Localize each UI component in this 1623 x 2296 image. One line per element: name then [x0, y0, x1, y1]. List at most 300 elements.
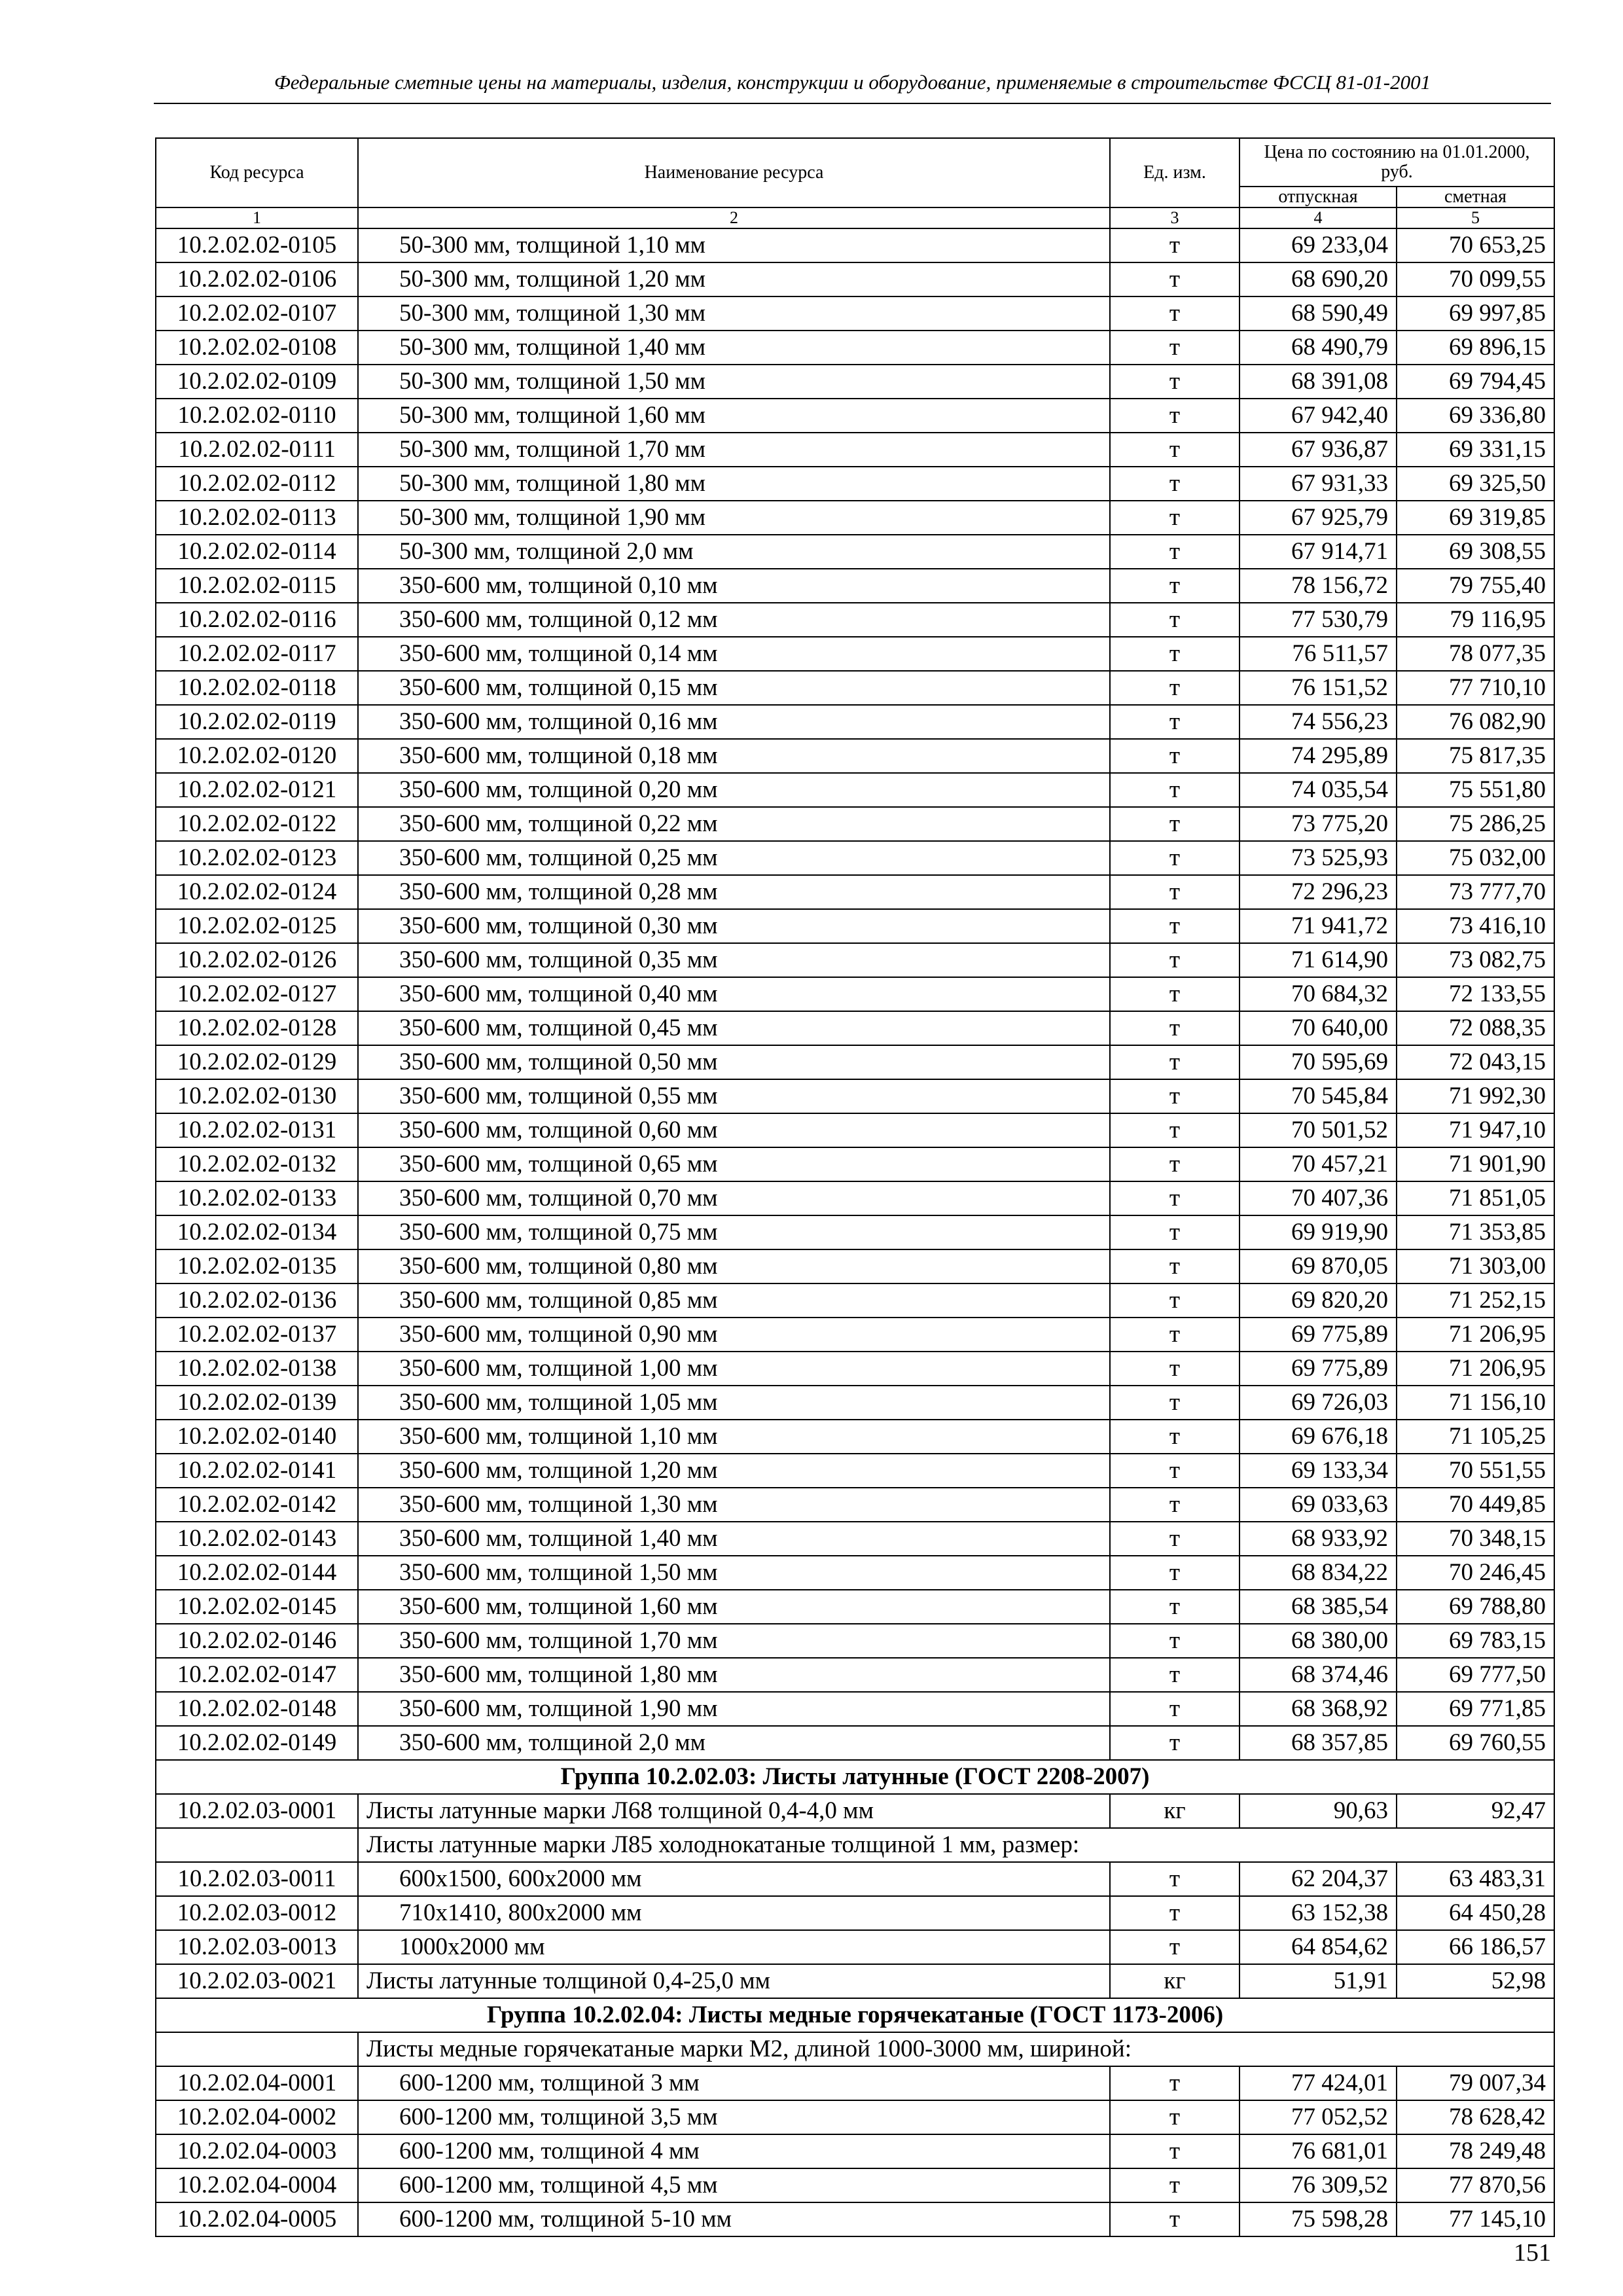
resource-name-cell: 600-1200 мм, толщиной 3 мм [358, 2066, 1110, 2100]
resource-name-cell: 350-600 мм, толщиной 2,0 мм [358, 1726, 1110, 1760]
resource-name-cell: 350-600 мм, толщиной 1,20 мм [358, 1454, 1110, 1488]
header-name: Наименование ресурса [358, 138, 1110, 207]
estimate-price-cell: 70 449,85 [1397, 1488, 1554, 1522]
table-row [156, 1726, 1554, 1760]
header-code: Код ресурса [156, 138, 358, 207]
header-estimate-price: сметная [1397, 187, 1554, 207]
unit-cell: т [1110, 773, 1240, 807]
resource-code-cell: 10.2.02.02-0117 [156, 637, 358, 671]
resource-name-cell: 350-600 мм, толщиной 1,90 мм [358, 1692, 1110, 1726]
unit-cell: кг [1110, 1964, 1240, 1998]
resource-name-cell: 350-600 мм, толщиной 1,30 мм [358, 1488, 1110, 1522]
table-row [156, 1249, 1554, 1283]
resource-name-cell: 350-600 мм, толщиной 1,00 мм [358, 1352, 1110, 1386]
resource-name-cell: 600-1200 мм, толщиной 3,5 мм [358, 2100, 1110, 2134]
release-price-cell: 51,91 [1240, 1964, 1397, 1998]
release-price-cell: 69 676,18 [1240, 1420, 1397, 1454]
table-row [156, 1692, 1554, 1726]
estimate-price-cell: 71 252,15 [1397, 1283, 1554, 1318]
resource-code-cell: 10.2.02.02-0141 [156, 1454, 358, 1488]
unit-cell: т [1110, 705, 1240, 739]
estimate-price-cell: 69 777,50 [1397, 1658, 1554, 1692]
table-row [156, 705, 1554, 739]
estimate-price-cell: 71 851,05 [1397, 1181, 1554, 1215]
page-header: Федеральные сметные цены на материалы, изделия, конструкции и оборудование, применяемые в строительстве ФССЦ 81-01-2001 [274, 71, 1431, 94]
estimate-price-cell: 70 099,55 [1397, 262, 1554, 296]
release-price-cell: 67 936,87 [1240, 433, 1397, 467]
estimate-price-cell: 66 186,57 [1397, 1930, 1554, 1964]
unit-cell: т [1110, 2134, 1240, 2168]
resource-name-cell: 350-600 мм, толщиной 0,85 мм [358, 1283, 1110, 1318]
unit-cell: т [1110, 1590, 1240, 1624]
estimate-price-cell: 79 007,34 [1397, 2066, 1554, 2100]
resource-name-cell: 600-1200 мм, толщиной 4,5 мм [358, 2168, 1110, 2202]
resource-code-cell: 10.2.02.02-0135 [156, 1249, 358, 1283]
unit-cell: т [1110, 1522, 1240, 1556]
release-price-cell: 78 156,72 [1240, 569, 1397, 603]
resource-code-cell: 10.2.02.02-0105 [156, 228, 358, 262]
release-price-cell: 68 933,92 [1240, 1522, 1397, 1556]
resource-code-cell: 10.2.02.02-0121 [156, 773, 358, 807]
resource-name-cell: 350-600 мм, толщиной 0,20 мм [358, 773, 1110, 807]
table-row [156, 1522, 1554, 1556]
resource-code-cell: 10.2.02.02-0122 [156, 807, 358, 841]
resource-name-cell: 600-1200 мм, толщиной 5-10 мм [358, 2202, 1110, 2236]
table-row [156, 433, 1554, 467]
resource-code-cell: 10.2.02.02-0134 [156, 1215, 358, 1249]
release-price-cell: 68 368,92 [1240, 1692, 1397, 1726]
header-unit: Ед. изм. [1110, 138, 1240, 207]
release-price-cell: 69 775,89 [1240, 1318, 1397, 1352]
resource-code-cell: 10.2.02.02-0130 [156, 1079, 358, 1113]
resource-name-cell: 350-600 мм, толщиной 1,05 мм [358, 1386, 1110, 1420]
unit-cell: т [1110, 399, 1240, 433]
release-price-cell: 75 598,28 [1240, 2202, 1397, 2236]
resource-name-cell: 350-600 мм, толщиной 0,15 мм [358, 671, 1110, 705]
release-price-cell: 74 035,54 [1240, 773, 1397, 807]
release-price-cell: 76 151,52 [1240, 671, 1397, 705]
estimate-price-cell: 77 710,10 [1397, 671, 1554, 705]
resource-name-cell: 350-600 мм, толщиной 1,70 мм [358, 1624, 1110, 1658]
release-price-cell: 76 511,57 [1240, 637, 1397, 671]
release-price-cell: 68 834,22 [1240, 1556, 1397, 1590]
table-row [156, 1794, 1554, 1828]
column-number: 2 [358, 207, 1110, 228]
table-row [156, 807, 1554, 841]
table-row [156, 1045, 1554, 1079]
unit-cell: т [1110, 365, 1240, 399]
header-release-price: отпускная [1240, 187, 1397, 207]
resource-code-cell: 10.2.02.02-0112 [156, 467, 358, 501]
resource-name-cell: 50-300 мм, толщиной 1,60 мм [358, 399, 1110, 433]
resource-code-cell: 10.2.02.02-0107 [156, 296, 358, 331]
resource-name-cell: 350-600 мм, толщиной 0,55 мм [358, 1079, 1110, 1113]
table-row [156, 1283, 1554, 1318]
resource-code-cell: 10.2.02.02-0127 [156, 977, 358, 1011]
release-price-cell: 68 590,49 [1240, 296, 1397, 331]
estimate-price-cell: 75 032,00 [1397, 841, 1554, 875]
table-row [156, 1488, 1554, 1522]
unit-cell: т [1110, 875, 1240, 909]
estimate-price-cell: 69 771,85 [1397, 1692, 1554, 1726]
release-price-cell: 70 545,84 [1240, 1079, 1397, 1113]
group-heading-row [156, 1760, 1554, 1794]
unit-cell: т [1110, 1079, 1240, 1113]
resource-code-cell: 10.2.02.02-0146 [156, 1624, 358, 1658]
release-price-cell: 68 374,46 [1240, 1658, 1397, 1692]
resource-code-cell: 10.2.02.02-0148 [156, 1692, 358, 1726]
resource-name-cell: 350-600 мм, толщиной 0,65 мм [358, 1147, 1110, 1181]
unit-cell: т [1110, 1420, 1240, 1454]
unit-cell: кг [1110, 1794, 1240, 1828]
unit-cell: т [1110, 1692, 1240, 1726]
estimate-price-cell: 52,98 [1397, 1964, 1554, 1998]
unit-cell: т [1110, 1556, 1240, 1590]
estimate-price-cell: 70 246,45 [1397, 1556, 1554, 1590]
resource-code-cell: 10.2.02.04-0003 [156, 2134, 358, 2168]
table-row [156, 1215, 1554, 1249]
estimate-price-cell: 69 331,15 [1397, 433, 1554, 467]
page-number: 151 [1514, 2239, 1551, 2267]
subgroup-row [156, 2032, 1554, 2066]
group-heading-row [156, 1998, 1554, 2032]
resource-name-cell: Листы латунные толщиной 0,4-25,0 мм [358, 1964, 1110, 1998]
resource-code-cell: 10.2.02.02-0115 [156, 569, 358, 603]
release-price-cell: 70 457,21 [1240, 1147, 1397, 1181]
table-row [156, 1862, 1554, 1896]
table-row [156, 1658, 1554, 1692]
estimate-price-cell: 71 992,30 [1397, 1079, 1554, 1113]
estimate-price-cell: 71 901,90 [1397, 1147, 1554, 1181]
estimate-price-cell: 73 777,70 [1397, 875, 1554, 909]
release-price-cell: 70 640,00 [1240, 1011, 1397, 1045]
release-price-cell: 72 296,23 [1240, 875, 1397, 909]
resource-code-cell: 10.2.02.04-0005 [156, 2202, 358, 2236]
release-price-cell: 77 530,79 [1240, 603, 1397, 637]
table-row [156, 1624, 1554, 1658]
estimate-price-cell: 63 483,31 [1397, 1862, 1554, 1896]
resource-name-cell: 350-600 мм, толщиной 0,12 мм [358, 603, 1110, 637]
table-row [156, 2066, 1554, 2100]
resource-name-cell: 350-600 мм, толщиной 1,40 мм [358, 1522, 1110, 1556]
table-row [156, 739, 1554, 773]
table-row [156, 1964, 1554, 1998]
release-price-cell: 69 870,05 [1240, 1249, 1397, 1283]
resource-name-cell: 350-600 мм, толщиной 0,16 мм [358, 705, 1110, 739]
resource-name-cell: 350-600 мм, толщиной 0,28 мм [358, 875, 1110, 909]
resource-code-cell: 10.2.02.02-0132 [156, 1147, 358, 1181]
table-row [156, 228, 1554, 262]
table-row [156, 296, 1554, 331]
unit-cell: т [1110, 2202, 1240, 2236]
estimate-price-cell: 69 308,55 [1397, 535, 1554, 569]
release-price-cell: 77 052,52 [1240, 2100, 1397, 2134]
resource-name-cell: Листы латунные марки Л68 толщиной 0,4-4,0 мм [358, 1794, 1110, 1828]
estimate-price-cell: 75 286,25 [1397, 807, 1554, 841]
estimate-price-cell: 73 082,75 [1397, 943, 1554, 977]
group-heading: Группа 10.2.02.04: Листы медные горячекатаные (ГОСТ 1173-2006) [156, 1998, 1554, 2032]
unit-cell: т [1110, 331, 1240, 365]
resource-name-cell: 350-600 мм, толщиной 1,60 мм [358, 1590, 1110, 1624]
unit-cell: т [1110, 943, 1240, 977]
resource-name-cell: 350-600 мм, толщиной 0,70 мм [358, 1181, 1110, 1215]
release-price-cell: 68 391,08 [1240, 365, 1397, 399]
release-price-cell: 76 681,01 [1240, 2134, 1397, 2168]
estimate-price-cell: 92,47 [1397, 1794, 1554, 1828]
estimate-price-cell: 79 755,40 [1397, 569, 1554, 603]
release-price-cell: 71 614,90 [1240, 943, 1397, 977]
resource-code-cell: 10.2.02.04-0002 [156, 2100, 358, 2134]
release-price-cell: 69 820,20 [1240, 1283, 1397, 1318]
release-price-cell: 67 942,40 [1240, 399, 1397, 433]
resource-code-cell: 10.2.02.02-0113 [156, 501, 358, 535]
estimate-price-cell: 69 319,85 [1397, 501, 1554, 535]
unit-cell: т [1110, 841, 1240, 875]
column-number: 1 [156, 207, 358, 228]
resource-name-cell: 50-300 мм, толщиной 1,90 мм [358, 501, 1110, 535]
resource-code-cell: 10.2.02.02-0144 [156, 1556, 358, 1590]
release-price-cell: 70 501,52 [1240, 1113, 1397, 1147]
estimate-price-cell: 70 653,25 [1397, 228, 1554, 262]
unit-cell: т [1110, 977, 1240, 1011]
unit-cell: т [1110, 296, 1240, 331]
release-price-cell: 74 556,23 [1240, 705, 1397, 739]
estimate-price-cell: 77 870,56 [1397, 2168, 1554, 2202]
resource-code-cell: 10.2.02.02-0129 [156, 1045, 358, 1079]
resource-code-cell: 10.2.02.03-0012 [156, 1896, 358, 1930]
resource-code-cell: 10.2.02.02-0149 [156, 1726, 358, 1760]
resource-name-cell: 350-600 мм, толщиной 1,10 мм [358, 1420, 1110, 1454]
estimate-price-cell: 69 794,45 [1397, 365, 1554, 399]
estimate-price-cell: 75 817,35 [1397, 739, 1554, 773]
table-row [156, 671, 1554, 705]
resource-name-cell: 50-300 мм, толщиной 2,0 мм [358, 535, 1110, 569]
table-row [156, 1454, 1554, 1488]
resource-code-cell: 10.2.02.02-0133 [156, 1181, 358, 1215]
release-price-cell: 70 684,32 [1240, 977, 1397, 1011]
unit-cell: т [1110, 1147, 1240, 1181]
resource-code-cell: 10.2.02.02-0143 [156, 1522, 358, 1556]
header-rule [154, 103, 1551, 104]
table-row [156, 1318, 1554, 1352]
table-row [156, 1930, 1554, 1964]
resource-code-cell: 10.2.02.02-0109 [156, 365, 358, 399]
resource-code-cell: 10.2.02.04-0004 [156, 2168, 358, 2202]
resource-code-cell: 10.2.02.02-0136 [156, 1283, 358, 1318]
release-price-cell: 76 309,52 [1240, 2168, 1397, 2202]
estimate-price-cell: 78 628,42 [1397, 2100, 1554, 2134]
resource-code-cell: 10.2.02.04-0001 [156, 2066, 358, 2100]
release-price-cell: 77 424,01 [1240, 2066, 1397, 2100]
release-price-cell: 69 919,90 [1240, 1215, 1397, 1249]
release-price-cell: 67 914,71 [1240, 535, 1397, 569]
release-price-cell: 67 931,33 [1240, 467, 1397, 501]
resource-code-cell: 10.2.02.02-0125 [156, 909, 358, 943]
unit-cell: т [1110, 535, 1240, 569]
table-row [156, 977, 1554, 1011]
unit-cell: т [1110, 1283, 1240, 1318]
resource-code-cell: 10.2.02.02-0118 [156, 671, 358, 705]
estimate-price-cell: 69 788,80 [1397, 1590, 1554, 1624]
release-price-cell: 69 033,63 [1240, 1488, 1397, 1522]
resource-name-cell: 50-300 мм, толщиной 1,80 мм [358, 467, 1110, 501]
resource-code-cell: 10.2.02.02-0110 [156, 399, 358, 433]
unit-cell: т [1110, 1113, 1240, 1147]
resource-code-cell: 10.2.02.02-0131 [156, 1113, 358, 1147]
estimate-price-cell: 76 082,90 [1397, 705, 1554, 739]
unit-cell: т [1110, 1181, 1240, 1215]
unit-cell: т [1110, 1658, 1240, 1692]
table-row [156, 1113, 1554, 1147]
estimate-price-cell: 71 105,25 [1397, 1420, 1554, 1454]
resource-name-cell: 1000х2000 мм [358, 1930, 1110, 1964]
subgroup-heading: Листы медные горячекатаные марки М2, длиной 1000-3000 мм, шириной: [358, 2032, 1554, 2066]
unit-cell: т [1110, 637, 1240, 671]
resource-name-cell: 350-600 мм, толщиной 0,90 мм [358, 1318, 1110, 1352]
resource-code-cell: 10.2.02.02-0137 [156, 1318, 358, 1352]
estimate-price-cell: 78 077,35 [1397, 637, 1554, 671]
table-row [156, 1386, 1554, 1420]
resource-name-cell: 50-300 мм, толщиной 1,40 мм [358, 331, 1110, 365]
unit-cell: т [1110, 909, 1240, 943]
unit-cell: т [1110, 603, 1240, 637]
table-body [156, 228, 1554, 2236]
table-row [156, 399, 1554, 433]
unit-cell: т [1110, 1454, 1240, 1488]
release-price-cell: 74 295,89 [1240, 739, 1397, 773]
release-price-cell: 68 690,20 [1240, 262, 1397, 296]
resource-code-cell: 10.2.02.02-0126 [156, 943, 358, 977]
table-row [156, 365, 1554, 399]
unit-cell: т [1110, 501, 1240, 535]
table-row [156, 1352, 1554, 1386]
table-row [156, 1420, 1554, 1454]
release-price-cell: 73 525,93 [1240, 841, 1397, 875]
unit-cell: т [1110, 1726, 1240, 1760]
release-price-cell: 73 775,20 [1240, 807, 1397, 841]
estimate-price-cell: 69 896,15 [1397, 331, 1554, 365]
table-row [156, 1590, 1554, 1624]
resource-code-cell: 10.2.02.02-0128 [156, 1011, 358, 1045]
resource-name-cell: 50-300 мм, толщиной 1,50 мм [358, 365, 1110, 399]
resource-name-cell: 350-600 мм, толщиной 0,35 мм [358, 943, 1110, 977]
table-row [156, 603, 1554, 637]
table-row [156, 2134, 1554, 2168]
estimate-price-cell: 72 133,55 [1397, 977, 1554, 1011]
resource-name-cell: 350-600 мм, толщиной 0,30 мм [358, 909, 1110, 943]
table-row [156, 1896, 1554, 1930]
resource-name-cell: 350-600 мм, толщиной 0,22 мм [358, 807, 1110, 841]
unit-cell: т [1110, 1318, 1240, 1352]
estimate-price-cell: 75 551,80 [1397, 773, 1554, 807]
estimate-price-cell: 69 997,85 [1397, 296, 1554, 331]
estimate-price-cell: 69 783,15 [1397, 1624, 1554, 1658]
release-price-cell: 68 357,85 [1240, 1726, 1397, 1760]
table-row [156, 875, 1554, 909]
resource-code-cell: 10.2.02.02-0116 [156, 603, 358, 637]
resource-code-cell: 10.2.02.03-0001 [156, 1794, 358, 1828]
resource-code-cell: 10.2.02.02-0108 [156, 331, 358, 365]
unit-cell: т [1110, 2066, 1240, 2100]
release-price-cell: 70 595,69 [1240, 1045, 1397, 1079]
resource-name-cell: 50-300 мм, толщиной 1,70 мм [358, 433, 1110, 467]
unit-cell: т [1110, 1624, 1240, 1658]
table-row [156, 943, 1554, 977]
resource-name-cell: 600-1200 мм, толщиной 4 мм [358, 2134, 1110, 2168]
unit-cell: т [1110, 433, 1240, 467]
table-row [156, 773, 1554, 807]
table-row [156, 331, 1554, 365]
release-price-cell: 71 941,72 [1240, 909, 1397, 943]
resource-code-cell: 10.2.02.02-0147 [156, 1658, 358, 1692]
unit-cell: т [1110, 1930, 1240, 1964]
resource-name-cell: 350-600 мм, толщиной 1,50 мм [358, 1556, 1110, 1590]
release-price-cell: 62 204,37 [1240, 1862, 1397, 1896]
estimate-price-cell: 71 353,85 [1397, 1215, 1554, 1249]
table-row [156, 2202, 1554, 2236]
resource-name-cell: 50-300 мм, толщиной 1,20 мм [358, 262, 1110, 296]
table-row [156, 569, 1554, 603]
price-table [155, 137, 1555, 2237]
resource-code-cell: 10.2.02.02-0120 [156, 739, 358, 773]
release-price-cell: 69 726,03 [1240, 1386, 1397, 1420]
resource-name-cell: 710х1410, 800х2000 мм [358, 1896, 1110, 1930]
table-row [156, 637, 1554, 671]
unit-cell: т [1110, 1862, 1240, 1896]
unit-cell: т [1110, 1488, 1240, 1522]
unit-cell: т [1110, 1045, 1240, 1079]
resource-code-cell: 10.2.02.02-0114 [156, 535, 358, 569]
table-row [156, 501, 1554, 535]
release-price-cell: 69 233,04 [1240, 228, 1397, 262]
estimate-price-cell: 70 348,15 [1397, 1522, 1554, 1556]
resource-code-cell: 10.2.02.02-0139 [156, 1386, 358, 1420]
table-row [156, 1147, 1554, 1181]
resource-code-cell: 10.2.02.02-0142 [156, 1488, 358, 1522]
resource-code-cell: 10.2.02.03-0013 [156, 1930, 358, 1964]
table-row [156, 262, 1554, 296]
empty-code-cell [156, 2032, 358, 2066]
header-price-group: Цена по состоянию на 01.01.2000, руб. [1240, 138, 1554, 187]
resource-name-cell: 350-600 мм, толщиной 0,75 мм [358, 1215, 1110, 1249]
resource-code-cell: 10.2.02.02-0145 [156, 1590, 358, 1624]
unit-cell: т [1110, 1215, 1240, 1249]
resource-code-cell: 10.2.02.02-0140 [156, 1420, 358, 1454]
resource-code-cell: 10.2.02.02-0124 [156, 875, 358, 909]
unit-cell: т [1110, 807, 1240, 841]
resource-code-cell: 10.2.02.03-0021 [156, 1964, 358, 1998]
unit-cell: т [1110, 1249, 1240, 1283]
release-price-cell: 68 385,54 [1240, 1590, 1397, 1624]
unit-cell: т [1110, 569, 1240, 603]
unit-cell: т [1110, 1011, 1240, 1045]
estimate-price-cell: 77 145,10 [1397, 2202, 1554, 2236]
release-price-cell: 67 925,79 [1240, 501, 1397, 535]
unit-cell: т [1110, 262, 1240, 296]
release-price-cell: 64 854,62 [1240, 1930, 1397, 1964]
unit-cell: т [1110, 467, 1240, 501]
unit-cell: т [1110, 1896, 1240, 1930]
estimate-price-cell: 72 043,15 [1397, 1045, 1554, 1079]
release-price-cell: 63 152,38 [1240, 1896, 1397, 1930]
column-number: 5 [1397, 207, 1554, 228]
resource-name-cell: 350-600 мм, толщиной 0,80 мм [358, 1249, 1110, 1283]
subgroup-row [156, 1828, 1554, 1862]
table-row [156, 1181, 1554, 1215]
estimate-price-cell: 78 249,48 [1397, 2134, 1554, 2168]
unit-cell: т [1110, 739, 1240, 773]
unit-cell: т [1110, 1386, 1240, 1420]
